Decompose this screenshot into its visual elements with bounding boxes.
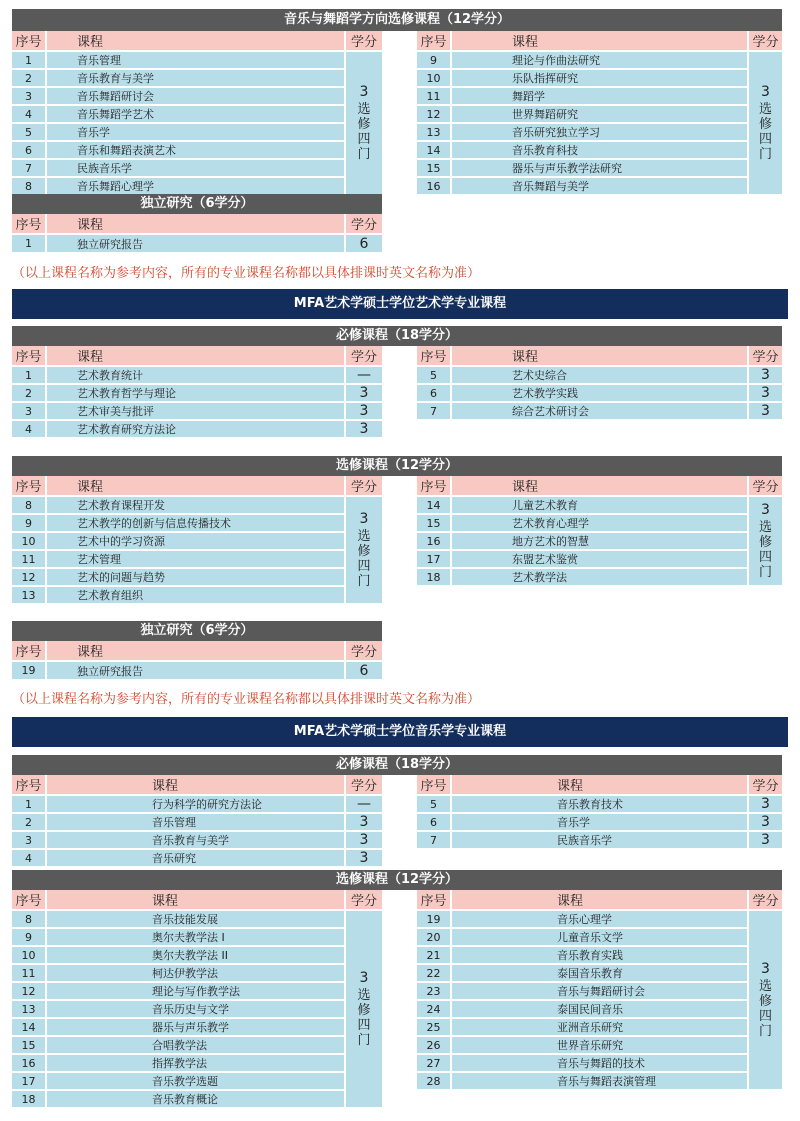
table-row: 17 音乐教学选题 [12,1073,382,1091]
table-row: 8 艺术教育课程开发 3 选 修 四 门 [12,497,382,515]
col-header-credit: 学分 [749,775,782,796]
art-independent-table [12,641,382,681]
col-header-course: 课程 [452,775,749,796]
col-header-no: 序号 [417,476,452,497]
table-row: 12 理论与写作教学法 [12,983,382,1001]
table-row: 12 艺术的问题与趋势 [12,569,382,587]
table-row: 13 音乐历史与文学 [12,1001,382,1019]
table-row: 9 奥尔夫教学法 I [12,929,382,947]
col-header-course: 课程 [47,31,346,52]
table-row: 1 行为科学的研究方法论 — [12,796,382,814]
table-row: 2 音乐管理 3 [12,814,382,832]
table-row: 6 音乐学 3 [417,814,782,832]
table-row: 20 儿童音乐文学 [417,929,782,947]
table-row: 3 音乐教育与美学 3 [12,832,382,850]
col-header-course: 课程 [452,476,749,497]
table-row: 15 艺术教育心理学 [417,515,782,533]
col-header-course: 课程 [47,346,346,367]
art-independent-title: 独立研究（6学分） [12,621,382,641]
table-row: 9 理论与作曲法研究 3 选 修 四 门 [417,52,782,70]
music-required-right-table [417,775,782,850]
table-row: 14 音乐教育科技 [417,142,782,160]
elective-credit-cell: 3 选 修 四 门 [749,497,782,587]
elective-credit-cell: 3 选 修 四 门 [749,52,782,196]
col-header-credit: 学分 [346,890,382,911]
table-row: 28 音乐与舞蹈表演管理 [417,1073,782,1091]
table-row: 7 民族音乐学 [12,160,382,178]
table-row: 16 指挥教学法 [12,1055,382,1073]
music-dance-independent-title: 独立研究（6学分） [12,194,382,214]
table-row: 21 音乐教育实践 [417,947,782,965]
col-header-credit: 学分 [346,31,382,52]
table-row: 10 奥尔夫教学法 II [12,947,382,965]
col-header-no: 序号 [12,346,47,367]
col-header-course: 课程 [47,476,346,497]
col-header-no: 序号 [12,214,47,235]
table-row: 2 艺术教育哲学与理论 3 [12,385,382,403]
music-required-title: 必修课程（18学分） [12,755,782,775]
table-row: 8 音乐技能发展 3 选 修 四 门 [12,911,382,929]
table-row: 11 舞蹈学 [417,88,782,106]
table-row: 12 世界舞蹈研究 [417,106,782,124]
table-row: 1 独立研究报告 6 [12,235,382,254]
col-header-course: 课程 [452,31,749,52]
table-row: 11 柯达伊教学法 [12,965,382,983]
col-header-credit: 学分 [749,890,782,911]
col-header-credit: 学分 [346,476,382,497]
table-row: 8 音乐舞蹈心理学 [12,178,382,196]
table-row: 9 艺术教学的创新与信息传播技术 [12,515,382,533]
table-row: 14 器乐与声乐教学 [12,1019,382,1037]
table-row: 25 亚洲音乐研究 [417,1019,782,1037]
table-row: 11 艺术管理 [12,551,382,569]
col-header-credit: 学分 [346,214,382,235]
table-row: 17 东盟艺术鉴赏 [417,551,782,569]
course-name-note: （以上课程名称为参考内容，所有的专业课程名称都以具体排课时英文名称为准） [12,266,481,281]
table-row: 5 音乐学 [12,124,382,142]
table-row: 26 世界音乐研究 [417,1037,782,1055]
col-header-credit: 学分 [346,641,382,662]
col-header-course: 课程 [47,775,346,796]
art-elective-title: 选修课程（12学分） [12,456,782,476]
col-header-course: 课程 [47,890,346,911]
art-required-title: 必修课程（18学分） [12,326,782,346]
table-row: 4 艺术教育研究方法论 3 [12,421,382,439]
music-dance-right-table [417,31,782,196]
art-program-banner: MFA艺术学硕士学位艺术学专业课程 [12,289,788,319]
table-row: 19 音乐心理学 3 选 修 四 门 [417,911,782,929]
col-header-credit: 学分 [346,775,382,796]
table-row: 23 音乐与舞蹈研讨会 [417,983,782,1001]
art-required-right-table [417,346,782,421]
table-row: 15 器乐与声乐教学法研究 [417,160,782,178]
col-header-no: 序号 [417,31,452,52]
table-row: 16 音乐舞蹈与美学 [417,178,782,196]
col-header-course: 课程 [47,214,346,235]
col-header-no: 序号 [12,476,47,497]
table-row: 4 音乐舞蹈学艺术 [12,106,382,124]
music-program-banner: MFA艺术学硕士学位音乐学专业课程 [12,717,788,747]
music-dance-independent-table [12,214,382,254]
table-row: 1 音乐管理 3 选 修 四 门 [12,52,382,70]
col-header-credit: 学分 [749,476,782,497]
music-required-left-table [12,775,382,868]
elective-credit-cell: 3 选 修 四 门 [749,911,782,1091]
col-header-no: 序号 [12,890,47,911]
col-header-course: 课程 [452,346,749,367]
elective-credit-cell: 3 选 修 四 门 [346,911,382,1109]
table-row: 3 音乐舞蹈研讨会 [12,88,382,106]
music-dance-left-table [12,31,382,196]
table-row: 13 音乐研究独立学习 [417,124,782,142]
art-elective-right-table [417,476,782,587]
table-row: 2 音乐教育与美学 [12,70,382,88]
art-required-left-table [12,346,382,439]
table-row: 6 音乐和舞蹈表演艺术 [12,142,382,160]
table-row: 10 乐队指挥研究 [417,70,782,88]
table-row: 1 艺术教育统计 — [12,367,382,385]
table-row: 5 音乐教育技术 3 [417,796,782,814]
table-row: 7 民族音乐学 3 [417,832,782,850]
music-dance-elective-title: 音乐与舞蹈学方向选修课程（12学分） [12,9,782,31]
col-header-credit: 学分 [346,346,382,367]
col-header-no: 序号 [12,775,47,796]
table-row: 6 艺术教学实践 3 [417,385,782,403]
table-row: 13 艺术教育组织 [12,587,382,605]
table-row: 16 地方艺术的智慧 [417,533,782,551]
music-elective-right-table [417,890,782,1091]
table-row: 3 艺术审美与批评 3 [12,403,382,421]
col-header-no: 序号 [12,31,47,52]
elective-credit-cell: 3 选 修 四 门 [346,497,382,605]
course-name-note: （以上课程名称为参考内容，所有的专业课程名称都以具体排课时英文名称为准） [12,692,481,707]
table-row: 10 艺术中的学习资源 [12,533,382,551]
col-header-no: 序号 [12,641,47,662]
music-elective-left-table [12,890,382,1109]
table-row: 22 泰国音乐教育 [417,965,782,983]
table-row: 19 独立研究报告 6 [12,662,382,681]
table-row: 7 综合艺术研讨会 3 [417,403,782,421]
elective-credit-cell: 3 选 修 四 门 [346,52,382,196]
art-elective-left-table [12,476,382,605]
table-row: 15 合唱教学法 [12,1037,382,1055]
col-header-course: 课程 [47,641,346,662]
col-header-no: 序号 [417,346,452,367]
table-row: 18 艺术教学法 [417,569,782,587]
table-row: 24 泰国民间音乐 [417,1001,782,1019]
table-row: 14 儿童艺术教育 3 选 修 四 门 [417,497,782,515]
table-row: 4 音乐研究 3 [12,850,382,868]
col-header-course: 课程 [452,890,749,911]
table-row: 27 音乐与舞蹈的技术 [417,1055,782,1073]
table-row: 18 音乐教育概论 [12,1091,382,1109]
col-header-no: 序号 [417,890,452,911]
col-header-credit: 学分 [749,31,782,52]
music-elective-title: 选修课程（12学分） [12,870,782,890]
table-row: 5 艺术史综合 3 [417,367,782,385]
col-header-credit: 学分 [749,346,782,367]
col-header-no: 序号 [417,775,452,796]
